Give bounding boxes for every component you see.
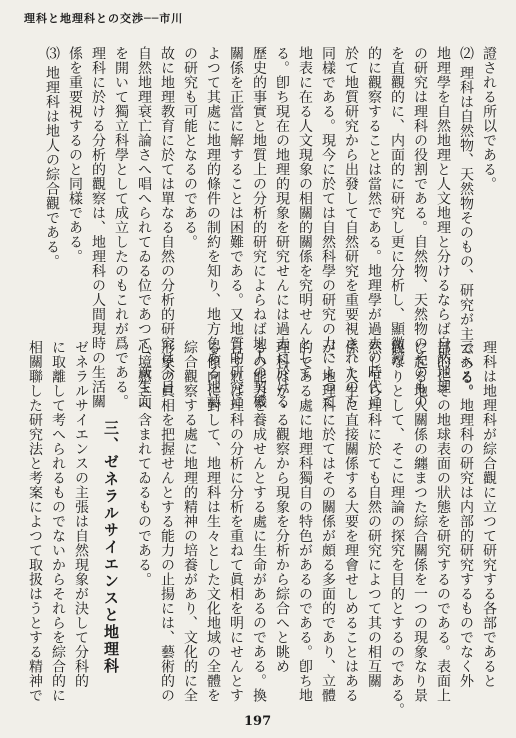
upper-text-line: 地表に在る人文現象の相關的關係を究明せんとして — [297, 46, 313, 380]
upper-text-line: 係を重要視するのと同樣である。 — [67, 46, 83, 264]
final-text-line: 相關聯した研究法と考案によつて取扱はうとする精神で — [27, 340, 43, 703]
upper-text-line: 的に觀察することは當然である。地理學が過去の時代に — [366, 46, 382, 409]
lower-text-line: るの能力を養成せんとする處に生命があるのである。換 — [251, 340, 267, 703]
upper-text-line: 關係を正當に解することは困難である。又地質的研究に — [228, 46, 244, 409]
upper-text-line: る。卽ち現在の地理的現象を研究せんには過去に於ける — [274, 46, 290, 409]
lower-text-line: 部的にその地球表面の狀態を研究するのである。表面上 — [435, 340, 451, 703]
upper-text-line: 理科に於ける分析的觀察は、地理科の人間現時の生活關 — [90, 46, 106, 409]
upper-text-line: 自然地理衰亡論さへ唱へられてゐる位であつて、新生面 — [136, 46, 152, 409]
upper-text-line: 地理學を自然地理と人文地理と分けるならば自然地理 — [435, 46, 451, 394]
lower-text-line: 言すれば理科の分析に分析を重ねて眞相を明にせんとす — [228, 340, 244, 703]
upper-text-line: ⑵ 理科は自然物、天然物そのもの、研究が主である。 — [458, 46, 474, 399]
lower-text-line: が、地理科に於てはその關係が頗る多面的であり、立體 — [320, 340, 336, 703]
upper-text-line: を開いて獨立科學として成立したのもこれが爲である。 — [113, 46, 129, 409]
upper-text-line: 同樣である。現今に於ては自然科學の研究の力によつて — [320, 46, 336, 409]
lower-text-line: 理科はかゝる觀察から現象を分析から綜合へと眺め — [274, 340, 290, 674]
lower-text-line: 心境感さへ含まれてゐるものである。 — [136, 340, 152, 587]
lower-text-line: 然し乍ら理科に於ても自然の研究によつて其の相互關 — [366, 340, 382, 688]
final-text-line: に取離して考へられるものでないからそれらを綜合的に — [50, 340, 66, 703]
upper-text-line: ⑶ 地理科は地人の綜合觀である。 — [44, 46, 60, 269]
section-heading: 三、ゼネラルサイエンスと地理科 — [102, 420, 120, 675]
upper-text-line: 於て地質研究から出發して自然研究を重要視されたのも — [343, 46, 359, 409]
lower-text-line: に起る地人關係の纏まつた綜合關係を一つの現象なり景 — [412, 340, 428, 703]
final-text-block — [23, 340, 92, 703]
lower-text-block — [132, 340, 500, 717]
upper-text-line: の研究は理科の役割である。自然物、天然物のそのもの — [412, 46, 428, 409]
running-header: 理科と地理科との交渉──市川 — [24, 12, 184, 25]
page-number: 197 — [244, 714, 272, 729]
lower-text-line: 觀なりとして、そこに理論の探究を目的とするのである。 — [389, 340, 405, 717]
upper-text-line: よつて其處に地理的條件の制約を知り、地方色ある地誌 — [205, 46, 221, 409]
lower-text-line: 的である處に地理科獨自の特色があるのである。卽ち地 — [297, 340, 313, 703]
upper-text-line: 歷史的事實と地質上の分析的研究によらねば地人の契機 — [251, 46, 267, 409]
lower-text-line: 形象の眞相を把握せんとする能力の止揚には、藝術的の — [159, 340, 175, 703]
lower-text-line: 理科は地理科が綜合觀に立つて研究する各部であると — [481, 340, 497, 688]
final-text-line: ゼネラルサイエンスの主張は自然現象が決して分科的 — [73, 340, 89, 688]
lower-text-line: 係、人生に直接關係する大要を理會せしめることはある — [343, 340, 359, 703]
upper-text-line: を直觀的に、内面的に研究し更に分析し、顯微鏡 — [389, 46, 405, 365]
upper-text-line: 證される所以である。 — [481, 46, 497, 191]
lower-text-line: る傾向に對して、地理科は生々とした文化地域の全體を — [205, 340, 221, 703]
upper-text-line: の研究も可能となるのである。 — [182, 46, 198, 249]
upper-text-block — [40, 46, 500, 409]
lower-text-line: 綜合觀察する處に地理的精神の培養があり、文化的に全 — [182, 340, 198, 703]
lower-text-line: 云へる。地理科の研究は内部的研究するものでなく外 — [458, 340, 474, 688]
upper-text-line: 故に地理教育に於ては單なる自然の分析的研究は今日 — [159, 46, 175, 394]
